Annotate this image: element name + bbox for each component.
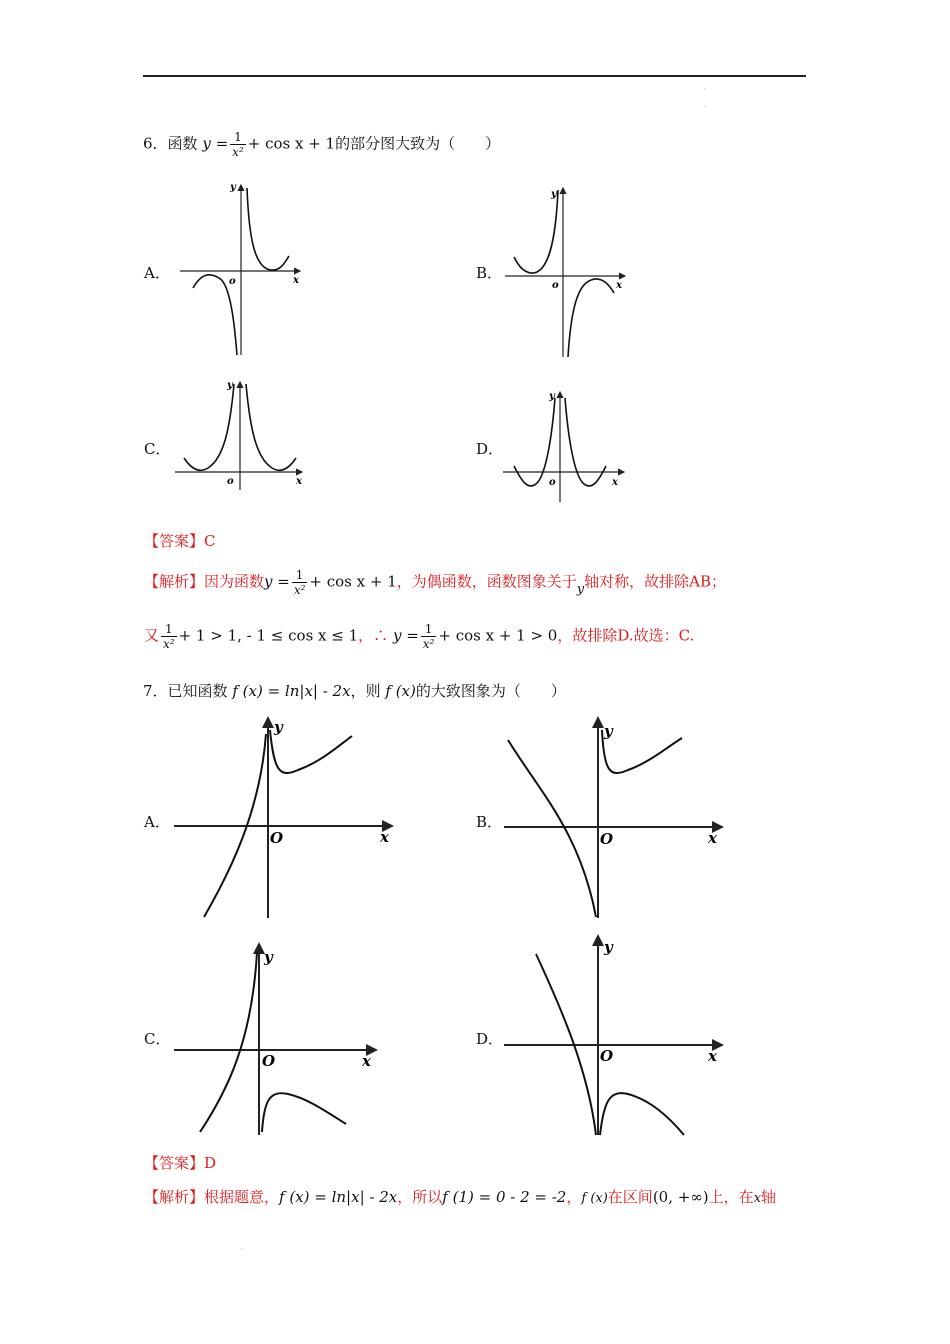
- y-label: y: [604, 938, 613, 956]
- q6-option-a-label: A．: [144, 264, 170, 282]
- speck: ·: [704, 104, 706, 111]
- curve-right: [270, 730, 352, 773]
- y-label: y: [604, 722, 613, 740]
- y-label: y: [227, 380, 233, 391]
- q7-option-b-label: B．: [476, 813, 503, 831]
- curve-left: [514, 190, 558, 273]
- x-label: x: [296, 476, 302, 487]
- origin-label: O: [262, 1052, 276, 1070]
- origin-label: O: [600, 830, 614, 848]
- q7-graph-c: [170, 940, 400, 1140]
- q6-option-d-label: D．: [476, 440, 504, 458]
- q6-text-pre: 函数: [167, 134, 198, 153]
- q7-graph-a: [170, 712, 400, 922]
- q7-stem: 7．已知函数 f (x) = ln|x| - 2x，则 f (x)的大致图象为（ ）: [143, 682, 566, 700]
- q6-formula-y: y =: [202, 134, 229, 153]
- origin-label: o: [227, 476, 234, 487]
- curve-right: [602, 730, 682, 773]
- header-rule: [143, 75, 806, 77]
- q7-graph-d: [500, 930, 730, 1140]
- q6-option-c-label: C．: [144, 440, 171, 458]
- x-label: x: [380, 828, 389, 846]
- x-label: x: [362, 1052, 371, 1070]
- y-label: y: [549, 391, 555, 402]
- q6-graph-c: [172, 378, 307, 493]
- speck: ·: [241, 1246, 243, 1253]
- curve-right: [262, 1093, 346, 1132]
- speck: ·: [704, 86, 706, 93]
- x-label: x: [708, 1047, 717, 1065]
- curve-right: [600, 1093, 684, 1135]
- curve-left: [508, 740, 596, 917]
- q6-analysis-line2: 又 $\frac{1}{\text{x²}}$ + 1 > 1, - 1 ≤ cos x ≤ 1，∴ y = $\frac{1}{\text{x²}}$ + cos x + 1 > 0，故排除D.故选：C.: [144, 622, 695, 651]
- y-label: y: [551, 189, 557, 200]
- curve-right: [565, 398, 606, 486]
- q6-graph-a: [175, 180, 305, 360]
- q6-fraction: $\frac{1}{\text{x²}}$: [232, 130, 244, 159]
- curve-right: [568, 279, 614, 357]
- q7-option-d-label: D．: [476, 1030, 504, 1048]
- q7-formula: f (x) = ln|x| - 2x: [232, 682, 351, 700]
- q6-answer: 【答案】C: [144, 532, 216, 550]
- origin-label: o: [552, 280, 559, 291]
- q6-analysis-line1: 【解析】因为函数y = $\frac{1}{\text{x²}}$ + cos x + 1，为偶函数，函数图象关于y轴对称，故排除AB；: [144, 568, 726, 597]
- curve-left: [514, 398, 555, 486]
- curve-right: [246, 384, 296, 470]
- q7-option-c-label: C．: [144, 1030, 171, 1048]
- y-label: y: [264, 948, 273, 966]
- q6-graph-d: [500, 386, 630, 504]
- q7-graph-b: [500, 712, 730, 922]
- q6-stem: [143, 130, 500, 159]
- q6-option-b-label: B．: [476, 264, 503, 282]
- q7-option-a-label: A．: [144, 813, 170, 831]
- q6-graph-b: [500, 185, 630, 360]
- x-label: x: [293, 275, 299, 286]
- origin-label: o: [549, 477, 556, 488]
- curve-left: [200, 952, 257, 1132]
- curve-left: [184, 384, 234, 470]
- q6-number: 6．: [143, 134, 168, 153]
- x-label: x: [612, 477, 618, 488]
- y-label: y: [230, 182, 236, 193]
- q7-answer: 【答案】D: [144, 1154, 217, 1172]
- q6-formula-rest: + cos x + 1: [247, 134, 336, 153]
- curve-right: [247, 188, 289, 270]
- origin-label: O: [270, 829, 284, 847]
- x-label: x: [616, 280, 622, 291]
- q6-text-post: 的部分图大致为（ ）: [335, 134, 501, 153]
- origin-label: O: [600, 1047, 614, 1065]
- q7-analysis: 【解析】根据题意，f (x) = ln|x| - 2x，所以f (1) = 0 - 2 = -2，f (x)在区间(0, +∞)上，在x轴: [144, 1188, 777, 1206]
- y-label: y: [274, 718, 283, 736]
- x-label: x: [708, 829, 717, 847]
- origin-label: o: [229, 276, 236, 287]
